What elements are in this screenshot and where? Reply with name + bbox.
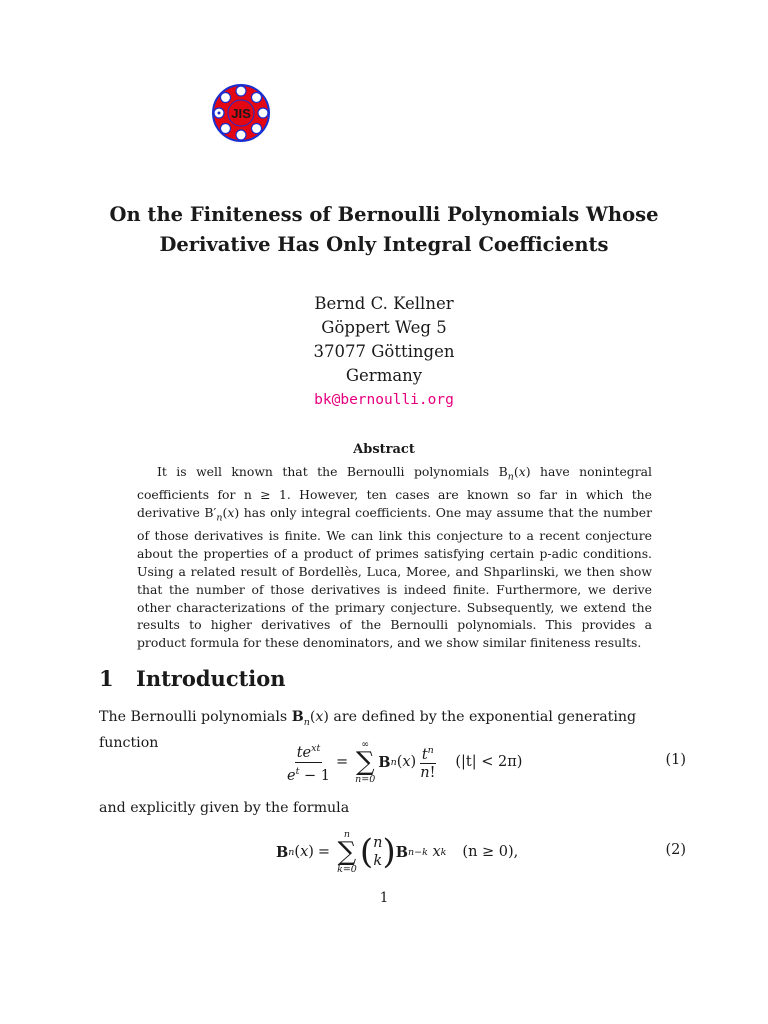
abstract-heading: Abstract [353,442,415,457]
author-country: Germany [345,366,423,385]
page-number: 1 [379,890,389,906]
eq2-condition: (n ≥ 0), [462,844,519,860]
section-heading [99,666,286,691]
eq1-number: (1) [665,752,686,768]
section-number: 1 [99,666,114,691]
abstract-body [137,463,652,652]
author-city: 37077 Göttingen [313,342,455,361]
author-name: Bernd C. Kellner [314,294,454,313]
title-line-2: Derivative Has Only Integral Coefficients [159,233,609,256]
author-email-link[interactable]: bk@bernoulli.org [314,392,454,408]
eq1-condition: (|t| < 2π) [455,754,523,770]
equation-1: $\frac{te^{xt}}{e^t - 1}$ = ∞ ∑ n=0 B n ( x ) $\frac{t^n}{n!}$ (|t| < 2π) (1) [287,739,686,785]
author-street: Göppert Weg 5 [321,318,447,337]
equation-2: B n ( x ) = n ∑ k=0 ( n k ) B n−k x k (n ≥ 0), (2) [276,829,686,875]
paper-title [60,200,708,260]
section-title: Introduction [136,666,286,691]
abstract-paragraph: It is well known that the Bernoulli polynomials $B_n(x)$ have nonintegral coefficients for n ≥ 1. However, ten cases are known so far in which the derivative $B'_n(x)$ has only integral coefficients. One may assume that the number of those derivatives is finite. We can link this conjecture to a recent conjecture about the properties of a product of primes satisfying certain p-adic conditions. Using a related result of Bordellès, Luca, Moree, and Shparlinski, we then show that the number of those derivatives is indeed finite. Furthermore, we derive other characterizations of the primary conjecture. Subsequently, we extend the results to higher derivatives of the Bernoulli polynomials. This provides a product formula for these denominators, and we show similar finiteness results. [137,464,652,651]
journal-logo [211,83,271,143]
author-block [0,292,768,412]
journal-logo-text: JIS [231,106,251,121]
eq2-number: (2) [665,842,686,858]
explicit-paragraph: and explicitly given by the formula [99,800,350,816]
intro-paragraph: The Bernoulli polynomials $B_n(x)$ are defined by the exponential generating function [99,709,637,751]
title-line-1: On the Finiteness of Bernoulli Polynomials Whose [109,203,659,226]
